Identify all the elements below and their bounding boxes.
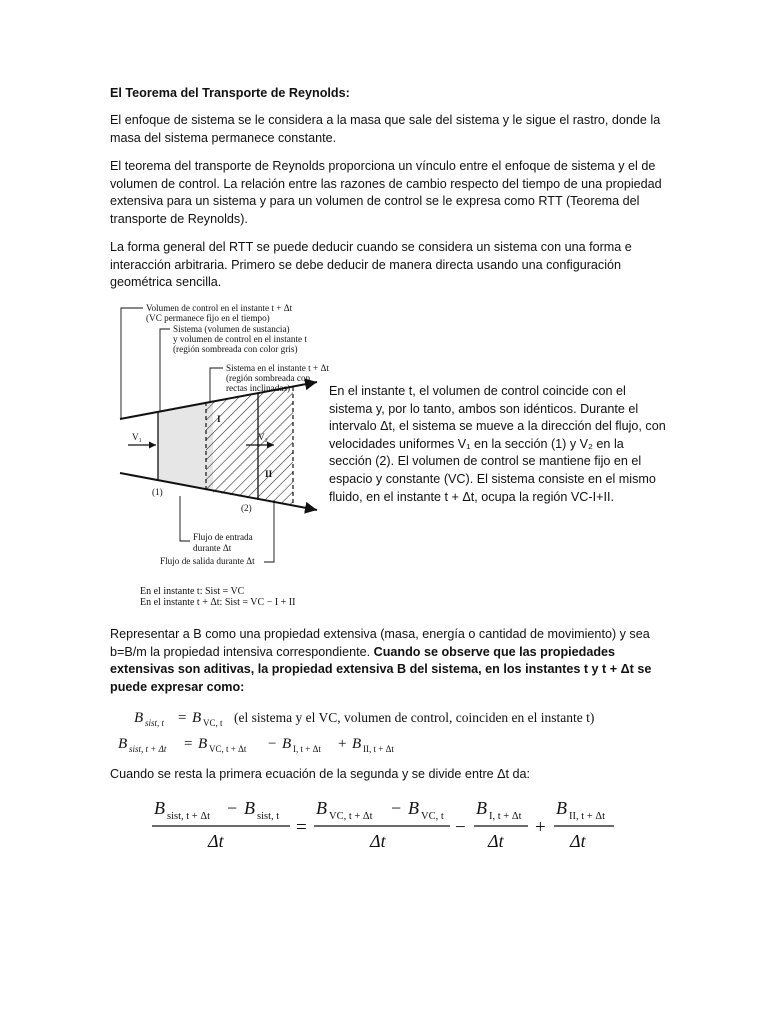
eq2-plus: + (338, 736, 347, 752)
eq2-i-sub: I, t + Δt (293, 744, 321, 754)
frac-lhs-b2: B (244, 798, 255, 818)
frac-lhs-den: Δt (208, 831, 224, 851)
equations-system-cv (116, 706, 636, 754)
paragraph-figure-explanation: En el instante t, el volumen de control coincide con el sistema y, por lo tanto, ambos son idénticos. Durante el intervalo Δt, el sistema se mueve a la dirección del flujo, con velocidades uniformes V₁ en la sección (1) y V₂ en la sección (2). El volumen de control se mantiene fijo en el espacio y constante (VC). El sistema consiste en el mismo fluido, en el instante t + Δt, ocupa la región VC-I+II. (329, 384, 666, 504)
eq2-b-i: B (282, 736, 292, 752)
label-system-line1: Sistema (volumen de sustancia) (173, 324, 290, 334)
label-system-dt-line3: rectas inclinadas) (226, 383, 291, 393)
eq2-equals: = (184, 736, 193, 752)
label-system-dt-line1: Sistema en el instante t + Δt (226, 363, 329, 373)
frac-t1-sub-b: VC, t (421, 811, 444, 822)
paragraph-extensive-property (110, 626, 670, 696)
paragraph-subtract: Cuando se resta la primera ecuación de la segunda y se divide entre Δt da: (110, 767, 531, 781)
eq2-lhs-sub: sist, t + Δt (129, 744, 167, 754)
eq2-vc-sub: VC, t + Δt (209, 744, 247, 754)
paragraph-rtt-link: El teorema del transporte de Reynolds proporciona un vínculo entre el enfoque de sistema y el de volumen de control. La relación entre las razones de cambio respecto del tiempo de una propiedad extensiva para un sistema y para un volumen de control se le expresa como RTT (Teorema del transporte de Reynolds). (110, 159, 662, 226)
system-region-gray (158, 400, 213, 489)
leader-inflow (180, 496, 190, 541)
eq1-rhs-sub: VC, t (203, 718, 223, 728)
leader-system (160, 329, 170, 411)
frac-t1-sub-a: VC, t + Δt (329, 811, 373, 822)
frac-minus: − (455, 817, 466, 838)
equation-2 (118, 736, 394, 754)
region-ii-label: II (265, 469, 273, 479)
frac-t1-b2: B (408, 798, 419, 818)
equation-rate-of-change (150, 790, 620, 852)
v1-label: V₁ (132, 432, 142, 442)
frac-lhs-b1: B (154, 798, 165, 818)
label-system-line3: (región sombreada con color gris) (173, 344, 298, 354)
eq1-equals: = (178, 710, 187, 726)
caption-line1: En el instante t: Sist = VC (140, 586, 245, 597)
paragraph-rtt-general: La forma general del RTT se puede deducir cuando se considera un sistema con una forma e interacción arbitraria. Primero se debe deducir de manera directa usando una configuración geométrica sencilla. (110, 240, 632, 290)
frac-t3-b: B (556, 798, 567, 818)
frac-t2-den: Δt (488, 831, 504, 851)
eq2-ii-sub: II, t + Δt (363, 744, 394, 754)
frac-t2-b: B (476, 798, 487, 818)
eq1-lhs: B (134, 710, 144, 726)
eq1-rhs: B (192, 710, 202, 726)
label-inflow-line2: durante Δt (193, 543, 232, 553)
frac-t2-sub: I, t + Δt (489, 811, 522, 822)
eq2-b-vc: B (198, 736, 208, 752)
frac-equals: = (296, 817, 307, 838)
control-volume-figure (118, 300, 329, 610)
caption-line2: En el instante t + Δt: Sist = VC − I + II (140, 597, 296, 608)
label-vc-line2: (VC permanece fijo en el tiempo) (146, 313, 270, 323)
paragraph-extensive-normal: Representar a B como una propiedad extensiva (masa, energía o cantidad de movimiento) y sea b=B/m la propiedad intensiva correspondiente. (110, 627, 650, 659)
system-region-hatched (206, 387, 293, 506)
frac-t1-den: Δt (370, 831, 386, 851)
v2-label: V₂ (258, 432, 268, 442)
leader-outflow (264, 500, 274, 562)
eq1-lhs-sub: sist, t (145, 718, 165, 728)
frac-t3-sub: II, t + Δt (569, 811, 606, 822)
label-outflow: Flujo de salida durante Δt (160, 556, 255, 566)
paragraph-system-approach: El enfoque de sistema se le considera a la masa que sale del sistema y le sigue el rastro, donde la masa del sistema permanece constante. (110, 113, 661, 145)
leader-vc (121, 308, 143, 419)
region-i-label: I (217, 414, 221, 424)
frac-lhs-minus: − (227, 798, 238, 818)
frac-plus: + (535, 817, 546, 838)
label-system-line2: y volumen de control en el instante t (173, 334, 307, 344)
frac-lhs-sub-a: sist, t + Δt (167, 811, 211, 822)
frac-t1-minus: − (391, 798, 402, 818)
frac-t1-b1: B (316, 798, 327, 818)
label-inflow-line1: Flujo de entrada (193, 532, 253, 542)
frac-t3-den: Δt (570, 831, 586, 851)
eq1-note: (el sistema y el VC, volumen de control, coinciden en el instante t) (234, 710, 595, 725)
eq2-minus: − (268, 736, 277, 752)
section-1-label: (1) (152, 487, 163, 497)
eq2-lhs: B (118, 736, 128, 752)
page-title: El Teorema del Transporte de Reynolds: (110, 86, 350, 100)
section-2-label: (2) (241, 503, 252, 513)
leader-system-dt (210, 368, 223, 402)
eq2-b-ii: B (352, 736, 362, 752)
equation-1 (134, 710, 594, 728)
label-system-dt-line2: (región sombreada con (226, 373, 311, 383)
label-vc-line1: Volumen de control en el instante t + Δt (146, 303, 293, 313)
paragraph-extensive-bold: Cuando se observe que las propiedades extensivas son aditivas, la propiedad extensiva B del sistema, en los instantes t y t + Δt se puede expresar como: (110, 644, 652, 694)
frac-lhs-sub-b: sist, t (257, 811, 280, 822)
